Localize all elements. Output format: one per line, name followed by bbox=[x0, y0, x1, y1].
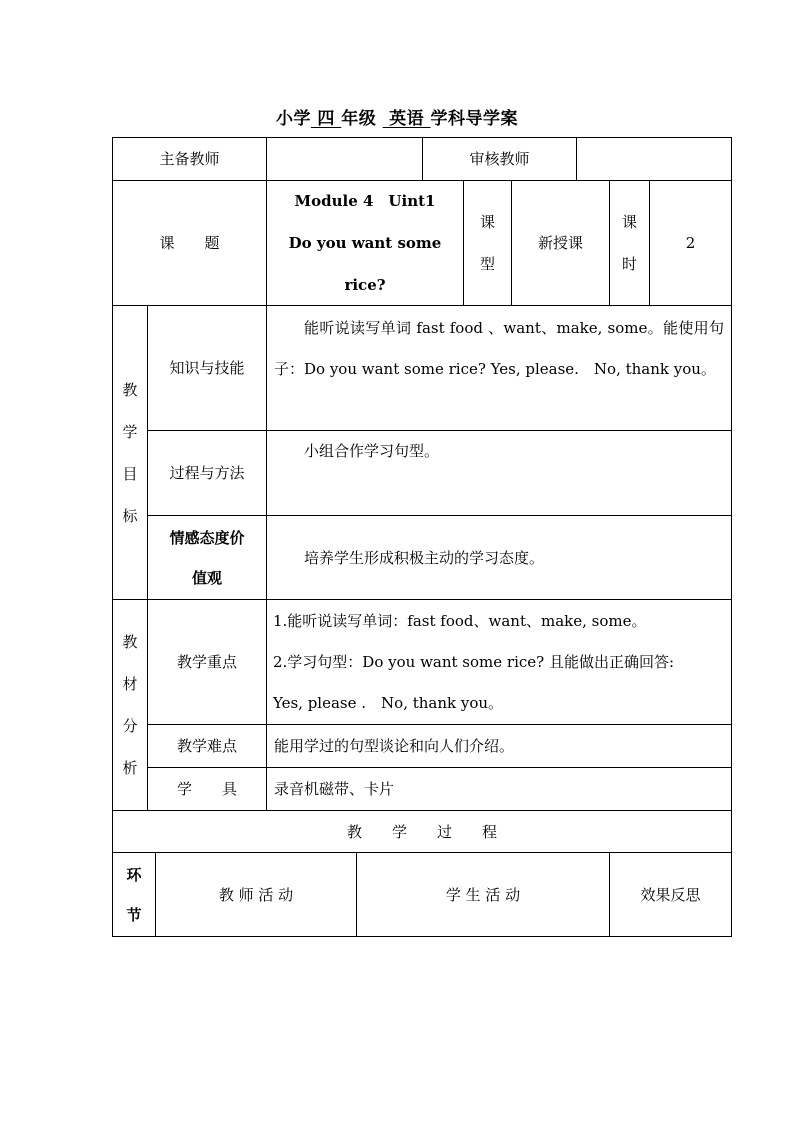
emotion-text bbox=[266, 515, 732, 600]
type-label bbox=[463, 180, 512, 306]
goals-label-char-4: 标 bbox=[122, 506, 138, 525]
process-method-paragraph: 小组合作学习句型。 bbox=[304, 442, 440, 460]
title-suffix: 学科导学案 bbox=[430, 109, 519, 129]
emotion-label-line-2: 值观 bbox=[191, 568, 222, 587]
feedback-header: 效果反思 bbox=[609, 852, 732, 937]
lead-teacher-value[interactable] bbox=[266, 137, 423, 181]
knowledge-text bbox=[266, 305, 732, 431]
process-method-label: 过程与方法 bbox=[147, 430, 267, 516]
period-label-char-1: 课 bbox=[621, 213, 637, 231]
difficulty-text: 能用学过的句型谈论和向人们介绍。 bbox=[266, 724, 732, 768]
key-point-line-1: 1.能听说读写单词：fast food、want、make, some。 bbox=[273, 612, 647, 630]
tools-text: 录音机磁带、卡片 bbox=[266, 767, 732, 811]
stage-column-header bbox=[112, 852, 156, 937]
type-label-char-1: 课 bbox=[479, 213, 495, 231]
analysis-label-char-2: 材 bbox=[122, 675, 138, 693]
key-point-text bbox=[266, 599, 732, 725]
reviewer-value[interactable] bbox=[576, 137, 732, 181]
title-subject: 英语 bbox=[382, 109, 431, 129]
lead-teacher-label: 主备教师 bbox=[112, 137, 267, 181]
key-point-label: 教学重点 bbox=[147, 599, 267, 725]
analysis-label-char-4: 析 bbox=[122, 759, 138, 777]
analysis-label-char-3: 分 bbox=[122, 717, 138, 735]
topic-line-3: rice? bbox=[344, 276, 386, 294]
reviewer-label: 审核教师 bbox=[422, 137, 577, 181]
analysis-group-label bbox=[112, 599, 148, 811]
goals-label-char-1: 教 bbox=[122, 380, 138, 399]
title-prefix: 小学 bbox=[275, 109, 311, 129]
topic-line-2: Do you want some bbox=[288, 234, 442, 252]
lesson-plan-table bbox=[112, 137, 732, 937]
knowledge-paragraph: 能听说读写单词 fast food 、want、make, some。能使用句子：Do you want some rice? Yes, please. No, thank you。 bbox=[274, 319, 724, 378]
period-label-char-2: 时 bbox=[621, 255, 637, 273]
page-title bbox=[0, 104, 794, 129]
stage-header-char-1: 环 bbox=[126, 865, 142, 884]
topic-line-1: Module 4 Uint1 bbox=[294, 192, 436, 210]
period-value: 2 bbox=[649, 180, 732, 306]
topic-value bbox=[266, 180, 464, 306]
type-value: 新授课 bbox=[511, 180, 610, 306]
process-method-text bbox=[266, 430, 732, 516]
key-point-line-3: Yes, please . No, thank you。 bbox=[273, 694, 504, 712]
teacher-activity-header: 教 师 活 动 bbox=[155, 852, 357, 937]
topic-label: 课 题 bbox=[112, 180, 267, 306]
title-grade-suffix: 年级 bbox=[341, 109, 377, 129]
goals-group-label bbox=[112, 305, 148, 600]
teaching-process-header: 教 学 过 程 bbox=[112, 810, 732, 853]
emotion-label-line-1: 情感态度价 bbox=[169, 528, 245, 547]
goals-label-char-2: 学 bbox=[122, 422, 138, 441]
key-point-line-2: 2.学习句型：Do you want some rice? 且能做出正确回答: bbox=[273, 653, 675, 671]
emotion-label bbox=[147, 515, 267, 600]
title-grade: 四 bbox=[310, 109, 342, 129]
goals-label-char-3: 目 bbox=[122, 464, 138, 483]
type-label-char-2: 型 bbox=[479, 255, 495, 273]
knowledge-label: 知识与技能 bbox=[147, 305, 267, 431]
tools-label: 学 具 bbox=[147, 767, 267, 811]
stage-header-char-2: 节 bbox=[126, 905, 142, 924]
student-activity-header: 学 生 活 动 bbox=[356, 852, 610, 937]
emotion-paragraph: 培养学生形成积极主动的学习态度。 bbox=[304, 548, 545, 567]
analysis-label-char-1: 教 bbox=[122, 633, 138, 651]
period-label bbox=[609, 180, 650, 306]
difficulty-label: 教学难点 bbox=[147, 724, 267, 768]
